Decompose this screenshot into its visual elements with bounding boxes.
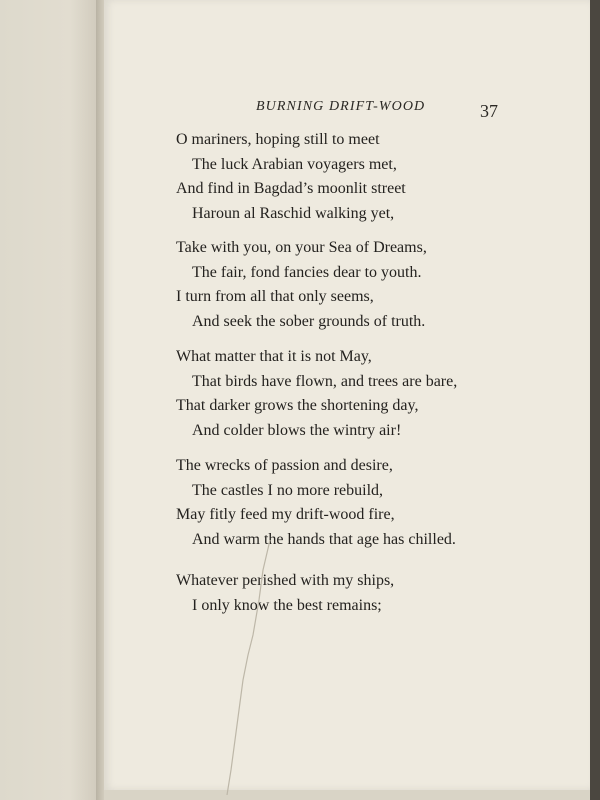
poem-line: Whatever perished with my ships, <box>176 572 395 589</box>
poem-line: The luck Arabian voyagers met, <box>192 155 397 173</box>
poem-line: The wrecks of passion and desire, <box>176 457 393 474</box>
poem-line: That birds have flown, and trees are bare, <box>192 372 458 390</box>
stanza-2 <box>176 236 427 334</box>
poem-line: Haroun al Raschid walking yet, <box>192 204 395 222</box>
poem-line: The castles I no more rebuild, <box>192 481 384 499</box>
poem-line: And find in Bagdad’s moonlit street <box>176 180 406 197</box>
stanza-5 <box>176 569 394 618</box>
poem-line: And seek the sober grounds of truth. <box>192 312 426 330</box>
poem-line: What matter that it is not May, <box>176 348 372 365</box>
stanza-4 <box>176 454 456 552</box>
poem-line: The fair, fond fancies dear to youth. <box>192 263 422 281</box>
poem-line: I only know the best remains; <box>192 596 382 614</box>
stanza-3 <box>176 345 457 443</box>
poem-line: O mariners, hoping still to meet <box>176 131 380 148</box>
stanza-1 <box>176 128 406 226</box>
page-bottom-edge <box>104 790 590 800</box>
poem-line: I turn from all that only seems, <box>176 288 374 305</box>
poem-line: That darker grows the shortening day, <box>176 397 419 414</box>
page-edge-shadow <box>590 0 600 800</box>
paper-crack <box>215 540 275 795</box>
running-head: BURNING DRIFT-WOOD <box>256 99 426 114</box>
poem-line: May fitly feed my drift-wood fire, <box>176 506 395 523</box>
poem-line: And colder blows the wintry air! <box>192 421 402 439</box>
poem-line: And warm the hands that age has chilled. <box>192 530 456 548</box>
poem-line: Take with you, on your Sea of Dreams, <box>176 239 427 256</box>
left-page <box>0 0 100 800</box>
page-number: 37 <box>480 101 498 121</box>
